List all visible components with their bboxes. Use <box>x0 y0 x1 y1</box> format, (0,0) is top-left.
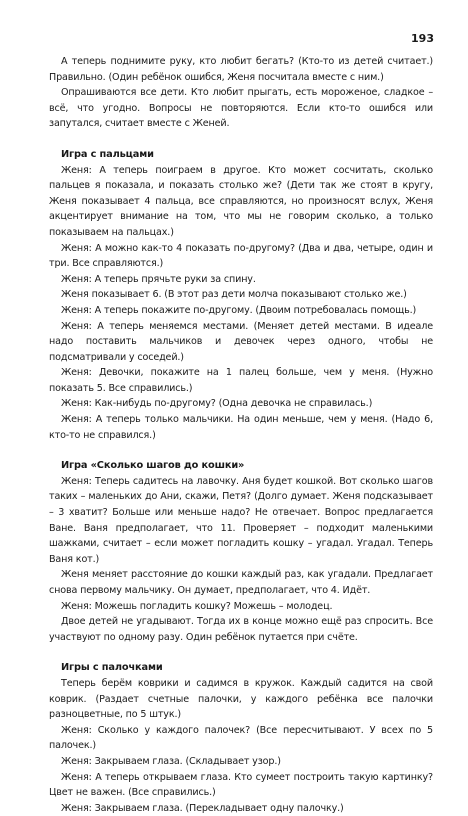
dialogue-paragraph: Женя: Сколько у каждого палочек? (Все пересчитывают. У всех по 5 палочек.) <box>49 724 433 752</box>
dialogue-paragraph: Женя: Как-нибудь по-другому? (Одна девочка не справилась.) <box>61 398 373 410</box>
dialogue-paragraph: Женя: А теперь прячьте руки за спину. <box>61 273 256 285</box>
page-number: 193 <box>411 32 434 45</box>
dialogue-paragraph: Женя показывает 6. (В этот раз дети молча показывают столько же.) <box>61 289 407 301</box>
dialogue-paragraph: Женя: А теперь покажите по-другому. (Двоим потребовалась помощь.) <box>61 304 417 316</box>
section-heading-steps-to-cat: Игра «Сколько шагов до кошки» <box>61 460 245 472</box>
dialogue-paragraph: Женя: А теперь только мальчики. На один меньше, чем у меня. (Надо 6, кто-то не справился.) <box>49 414 433 441</box>
section-heading-stick-games: Игры с палочками <box>61 662 163 674</box>
dialogue-paragraph: Двое детей не угадывают. Тогда их в конце можно ещё раз спросить. Все участвуют по одному разу. Один ребёнок путается при счёте. <box>49 616 433 643</box>
dialogue-paragraph: Женя: Закрываем глаза. (Перекладывает одну палочку.) <box>61 802 344 814</box>
dialogue-paragraph: Женя: А теперь открываем глаза. Кто сумеет построить такую картинку? Цвет не важен. (Все справились.) <box>49 771 433 799</box>
dialogue-paragraph: Женя меняет расстояние до кошки каждый раз, как угадали. Предлагает снова первому мальчику. Он думает, предполагает, что 4. Идёт. <box>49 569 433 596</box>
page-body <box>49 54 433 816</box>
section-heading-finger-game: Игра с пальцами <box>61 148 154 160</box>
dialogue-paragraph: Женя: Девочки, покажите на 1 палец больше, чем у меня. (Нужно показать 5. Все справились.) <box>49 367 433 394</box>
dialogue-paragraph: Теперь берём коврики и садимся в кружок. Каждый садится на свой коврик. (Раздает счетные палочки, у каждого ребёнка все палочки разноцветные, по 5 штук.) <box>49 677 433 721</box>
intro-paragraph: Опрашиваются все дети. Кто любит прыгать, есть мороженое, сладкое – всё, что угодно. Вопросы не повторяются. Если кто-то ошибся или запутался, считает вместе с Женей. <box>49 87 433 130</box>
intro-paragraph: А теперь поднимите руку, кто любит бегать? (Кто-то из детей считает.) Правильно. (Один ребёнок ошибся, Женя посчитала вместе с ним.) <box>49 56 433 83</box>
dialogue-paragraph: Женя: Можешь погладить кошку? Можешь – молодец. <box>61 600 333 612</box>
dialogue-paragraph: Женя: Закрываем глаза. (Складывает узор.) <box>61 755 281 767</box>
dialogue-paragraph: Женя: А теперь меняемся местами. (Меняет детей местами. В идеале надо поставить мальчиков и девочек через одного, чтобы не подсматривали у соседей.) <box>49 320 433 363</box>
dialogue-paragraph: Женя: А можно как-то 4 показать по-другому? (Два и два, четыре, один и три. Все справляются.) <box>49 242 433 270</box>
dialogue-paragraph: Женя: Теперь садитесь на лавочку. Аня будет кошкой. Вот сколько шагов таких – маленьких до Ани, скажи, Петя? (Долго думает. Женя подсказывает – 3 хватит? Больше или меньше надо? Не отвечает. Вопрос предлагается Ване. Ваня предполагает, что 11. Проверяет – подходит маленькими шажками, считает – если может погладить кошку – угадал. Угадал. Теперь Ваня кот.) <box>49 475 433 565</box>
dialogue-paragraph: Женя: А теперь поиграем в другое. Кто может сосчитать, сколько пальцев я показала, и показать столько же? (Дети так же стоят в кругу, Женя показывает 4 пальца, все справляются, но произносят вслух, Женя акцентирует внимание на том, что мы не говорим сколько, а только показываем на пальцах.) <box>49 164 433 238</box>
